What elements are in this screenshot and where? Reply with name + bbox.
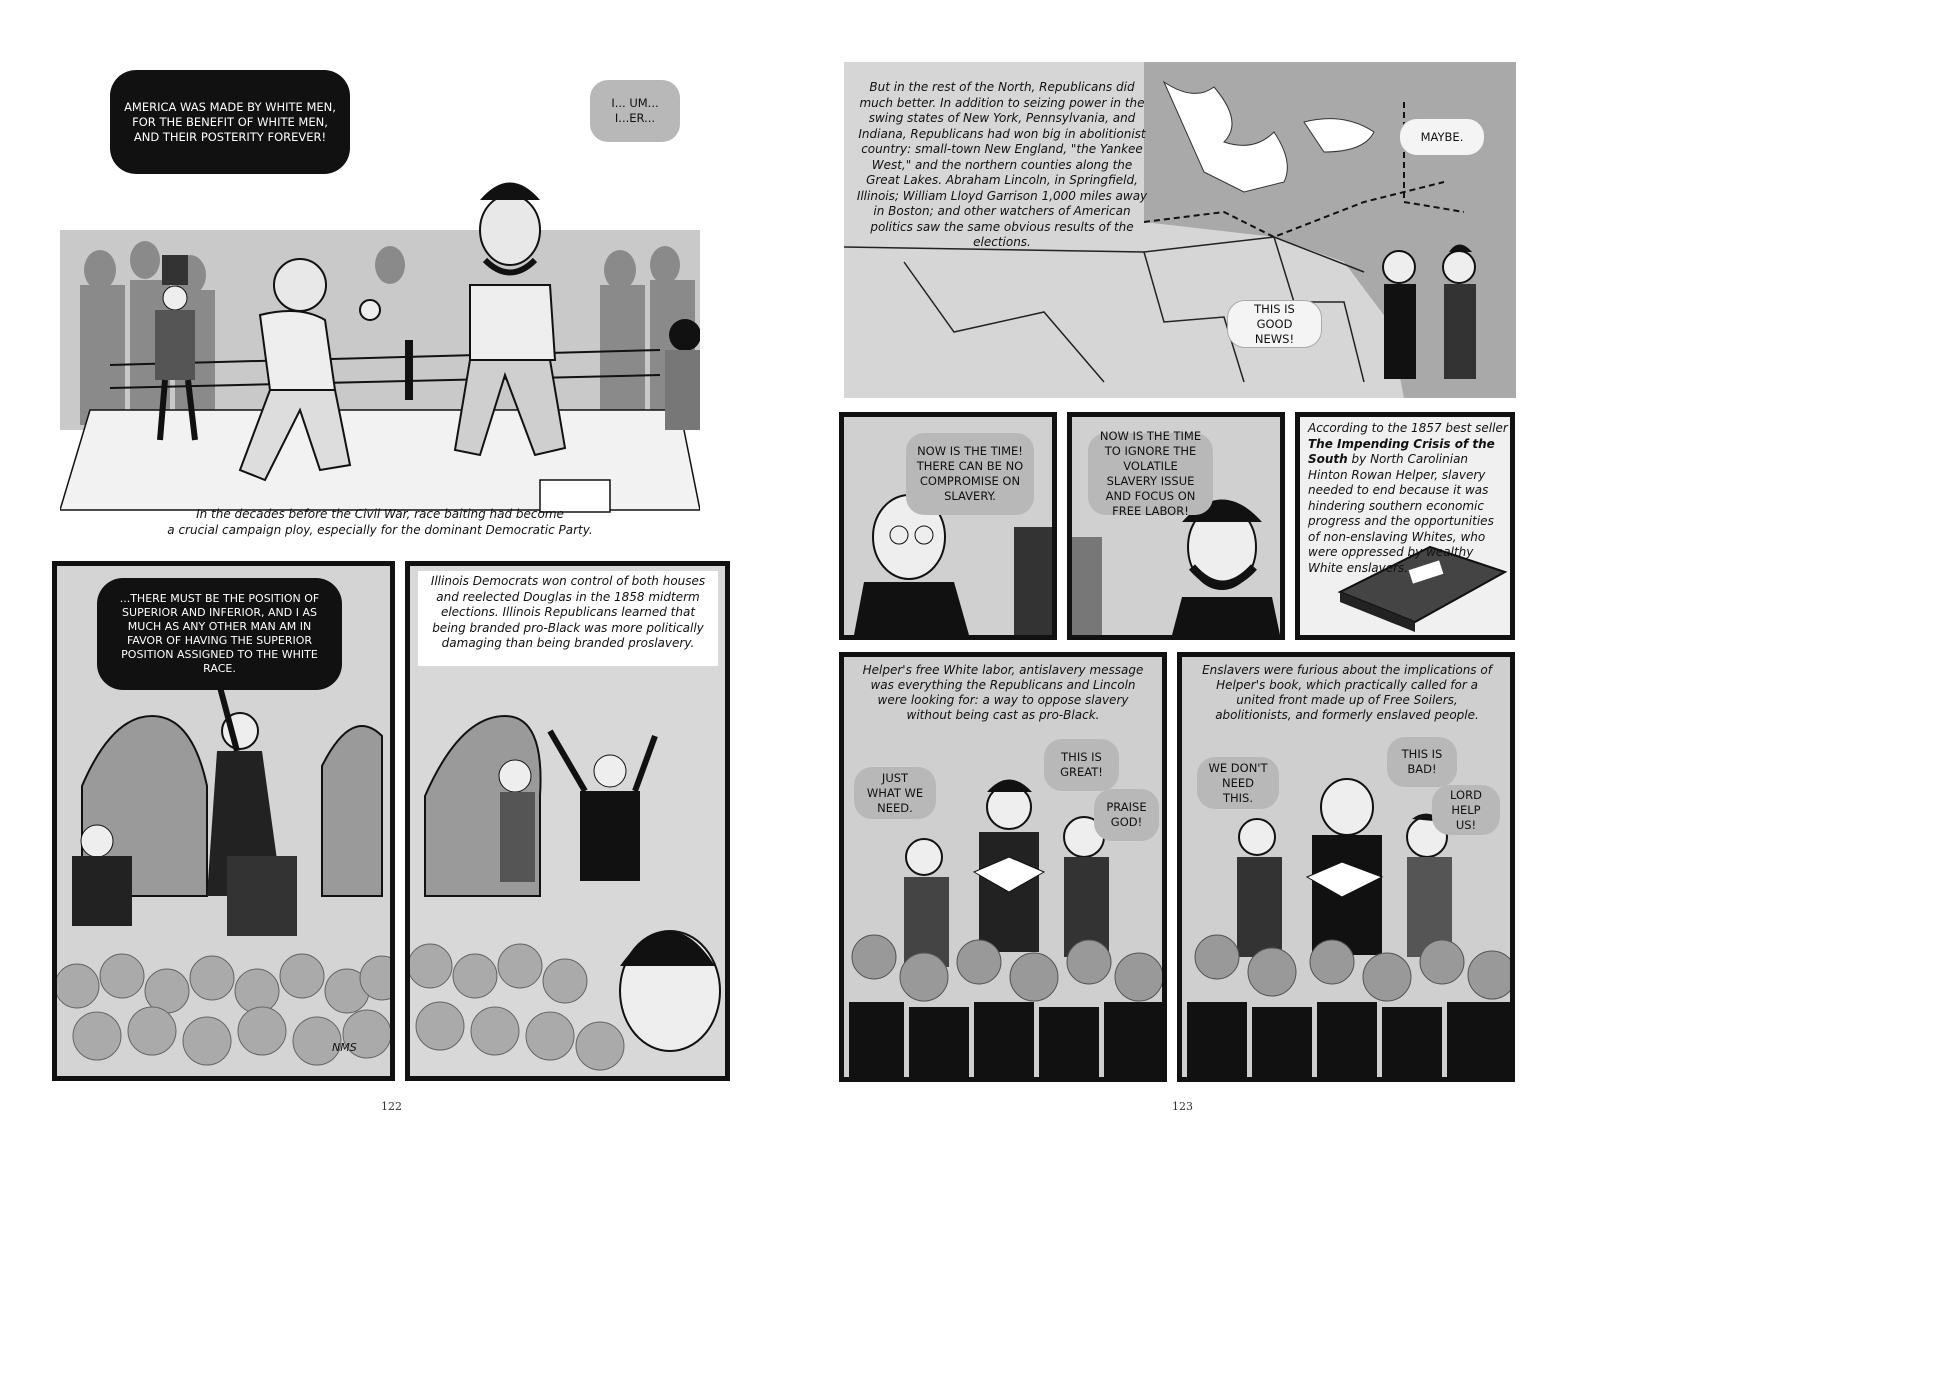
douglas-wins-panel (405, 561, 730, 1081)
midterm-caption: Illinois Democrats won control of both houses and reelected Douglas in the 1858 midterm elections. Illinois Republicans learned that being branded pro-Black was more politically damaging than being branded proslavery. (430, 574, 706, 650)
good-news-speech-bubble: THIS IS GOOD NEWS! (1227, 300, 1322, 348)
just-what-we-need-bubble: JUST WHAT WE NEED. (854, 767, 936, 819)
panel1-caption-line1: In the decades before the Civil War, race baiting had become (196, 507, 564, 521)
this-is-great-bubble: THIS IS GREAT! (1044, 739, 1119, 791)
left-page (0, 0, 784, 1131)
praise-god-bubble: PRAISE GOD! (1094, 789, 1159, 841)
this-is-bad-bubble: THIS IS BAD! (1387, 737, 1457, 787)
election-map-panel (844, 62, 1516, 398)
page-number-right: 123 (1172, 1100, 1193, 1113)
maybe-speech-bubble: MAYBE. (1399, 118, 1485, 156)
map-caption: But in the rest of the North, Republicans did much better. In addition to seizing power in the swing states of New York, Pennsylvania, and Indiana, Republicans had won big in abolitionist country: small-town New England, "the Yankee West," and the northern counties along the Great Lakes. Abraham Lincoln, in Springfield, Illinois; William Lloyd Garrison 1,000 miles away in Boston; and other watchers of American politics saw the same obvious results of the elections. (856, 80, 1148, 249)
lord-help-us-bubble: LORD HELP US! (1432, 785, 1500, 835)
ignore-slavery-bubble: NOW IS THE TIME TO IGNORE THE VOLATILE SLAVERY ISSUE AND FOCUS ON FREE LABOR! (1088, 433, 1213, 515)
free-labor-panel (1067, 412, 1285, 640)
helper-message-caption: Helper's free White labor, antislavery message was everything the Republicans and Lincoln were looking for: a way to oppose slavery without being cast as pro-Black. (862, 663, 1144, 722)
douglas-speech-panel (52, 561, 395, 1081)
republicans-reading-panel (839, 652, 1167, 1082)
panel1-caption-line2: a crucial campaign ploy, especially for the dominant Democratic Party. (167, 523, 593, 537)
book-title: The Impending Crisis of the South (1308, 436, 1495, 466)
page-number-left: 122 (381, 1100, 402, 1113)
enslavers-caption: Enslavers were furious about the implications of Helper's book, which practically called for a united front made up of Free Soilers, abolitionists, and formerly enslaved people. (1202, 663, 1492, 722)
book-caption (1308, 421, 1508, 576)
enslavers-furious-panel (1177, 652, 1515, 1082)
douglas-speech-bubble: AMERICA WAS MADE BY WHITE MEN, FOR THE BENEFIT OF WHITE MEN, AND THEIR POSTERITY FOREVER! (110, 70, 350, 174)
lincoln-speech-bubble: I... UM... I...ER... (590, 80, 680, 142)
impending-crisis-panel (1295, 412, 1515, 640)
right-page (784, 0, 1568, 1131)
abolitionist-panel (839, 412, 1057, 640)
no-compromise-bubble: NOW IS THE TIME! THERE CAN BE NO COMPROMISE ON SLAVERY. (906, 433, 1034, 515)
we-dont-need-this-bubble: WE DON'T NEED THIS. (1197, 757, 1279, 809)
book-caption-body: by North Carolinian Hinton Rowan Helper, slavery needed to end because it was hindering southern economic progress and the opportunities of non-enslaving Whites, who were oppressed by wealthy White enslavers. (1308, 452, 1494, 575)
boxing-ring-panel (60, 70, 700, 550)
speech-bubble-superior-position: ...THERE MUST BE THE POSITION OF SUPERIOR AND INFERIOR, AND I AS MUCH AS ANY OTHER MAN AM IN FAVOR OF HAVING THE SUPERIOR POSITION ASSIGNED TO THE WHITE RACE. (97, 578, 342, 690)
book-caption-intro: According to the 1857 best seller (1308, 421, 1508, 435)
artist-signature: NMS (332, 1041, 357, 1054)
